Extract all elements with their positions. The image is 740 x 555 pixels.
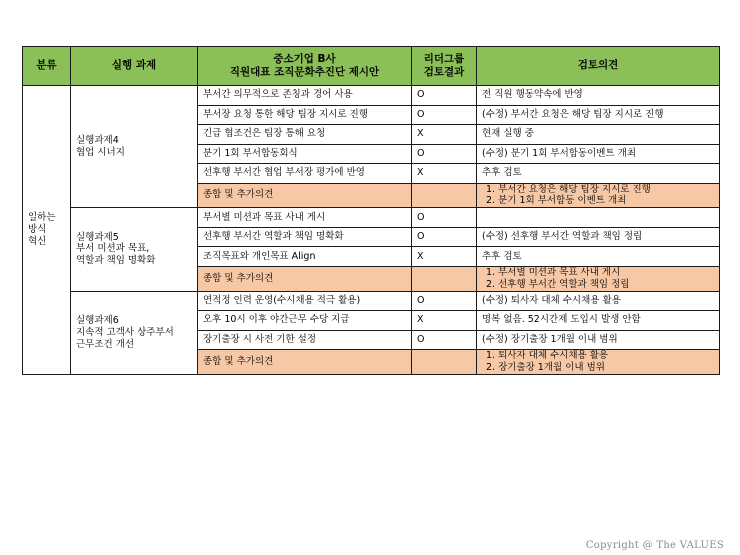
proposal-cell: 부서별 미션과 목표 사내 게시 (198, 208, 412, 228)
opinion-cell: 명복 없음. 52시간제 도입시 발생 안함 (477, 311, 720, 331)
task-subtitle: 협업 시너지 (76, 146, 125, 158)
result-cell: O (412, 291, 477, 311)
proposal-cell: 부서간 의무적으로 존칭과 경어 사용 (198, 86, 412, 106)
category-cell (23, 86, 71, 375)
opinion-cell: 현재 실행 중 (477, 125, 720, 145)
summary-result-empty (412, 183, 477, 208)
proposal-cell: 선후행 부서간 협업 부서장 평가에 반영 (198, 164, 412, 184)
opinion-cell: (수정) 선후행 부서간 역할과 책임 정립 (477, 227, 720, 247)
opinion-cell: (수정) 퇴사자 대체 수시채용 활용 (477, 291, 720, 311)
opinion-cell: (수정) 분기 1회 부서합동이벤트 개최 (477, 144, 720, 164)
summary-label: 종합 및 추가의견 (198, 266, 412, 291)
proposal-cell: 선후행 부서간 역할과 책임 명확화 (198, 227, 412, 247)
task-subtitle: 부서 미션과 목표, (76, 243, 150, 255)
header-opinion: 검토의견 (477, 47, 720, 86)
category-line1: 일하는 (28, 212, 56, 224)
summary-item: 2. 분기 1회 부서합동 이벤트 개최 (486, 195, 627, 207)
review-table (22, 46, 720, 375)
category-line3: 혁신 (28, 235, 47, 247)
opinion-cell: 전 직원 행동약속에 반영 (477, 86, 720, 106)
summary-opinion (477, 183, 720, 208)
summary-label: 종합 및 추가의견 (198, 183, 412, 208)
header-proposal-line2: 직원대표 조직문화추진단 제시안 (229, 66, 380, 78)
summary-label: 종합 및 추가의견 (198, 350, 412, 375)
result-cell: O (412, 86, 477, 106)
result-cell: O (412, 144, 477, 164)
proposal-cell: 장기출장 시 사전 기한 설정 (198, 330, 412, 350)
summary-opinion (477, 266, 720, 291)
summary-item: 1. 부서별 미션과 목표 사내 게시 (486, 266, 621, 278)
summary-result-empty (412, 350, 477, 375)
task-cell-5 (71, 208, 198, 291)
task-title: 실행과제4 (76, 134, 119, 146)
summary-list (482, 267, 714, 291)
result-cell: O (412, 105, 477, 125)
table-row (23, 291, 720, 311)
summary-list (482, 350, 714, 374)
opinion-cell: 추후 검토 (477, 164, 720, 184)
summary-item: 1. 퇴사자 대체 수시채용 활용 (486, 350, 609, 361)
task-cell-6 (71, 291, 198, 374)
task-cell-4 (71, 86, 198, 208)
summary-result-empty (412, 266, 477, 291)
table-row (23, 86, 720, 106)
result-cell: X (412, 164, 477, 184)
task-subtitle: 지속적 고객사 상주부서 (76, 326, 174, 338)
result-cell: X (412, 125, 477, 145)
category-line2: 방식 (28, 223, 47, 235)
header-task: 실행 과제 (71, 47, 198, 86)
copyright-text: Copyright @ The VALUES (585, 540, 724, 551)
opinion-cell: 추후 검토 (477, 247, 720, 267)
proposal-cell: 분기 1회 부서합동회식 (198, 144, 412, 164)
task-title: 실행과제5 (76, 231, 119, 243)
summary-item: 1. 부서간 요청은 해당 팀장 지시로 진행 (486, 183, 651, 195)
task-subtitle-2: 근무조건 개선 (76, 338, 135, 350)
opinion-cell: (수정) 부서간 요청은 해당 팀장 지시로 진행 (477, 105, 720, 125)
header-result (412, 47, 477, 86)
task-title: 실행과제6 (76, 314, 119, 326)
header-row (23, 47, 720, 86)
header-proposal (198, 47, 412, 86)
header-result-line2: 검토결과 (423, 66, 465, 78)
result-cell: X (412, 247, 477, 267)
header-category: 분류 (23, 47, 71, 86)
opinion-cell: (수정) 장기출장 1개월 이내 범위 (477, 330, 720, 350)
opinion-cell (477, 208, 720, 228)
header-proposal-line1: 중소기업 B사 (273, 52, 336, 65)
proposal-cell: 부서장 요청 통한 해당 팀장 지시로 진행 (198, 105, 412, 125)
result-cell: X (412, 311, 477, 331)
result-cell: O (412, 227, 477, 247)
summary-opinion (477, 350, 720, 375)
summary-item: 2. 장기출장 1개월 이내 범위 (486, 361, 605, 373)
proposal-cell: 연적정 인력 운영(수시채용 적극 활용) (198, 291, 412, 311)
result-cell: O (412, 330, 477, 350)
result-cell: O (412, 208, 477, 228)
proposal-cell: 조직목표와 개인목표 Align (198, 247, 412, 267)
summary-list (482, 184, 714, 208)
proposal-cell: 긴급 협조건은 팀장 통해 요청 (198, 125, 412, 145)
summary-item: 2. 선후행 부서간 역할과 책임 정립 (486, 278, 630, 290)
header-result-line1: 리더그룹 (423, 52, 465, 65)
task-subtitle-2: 역할과 책임 명확화 (76, 255, 156, 267)
proposal-cell: 오후 10시 이후 야간근무 수당 지급 (198, 311, 412, 331)
table-row (23, 208, 720, 228)
